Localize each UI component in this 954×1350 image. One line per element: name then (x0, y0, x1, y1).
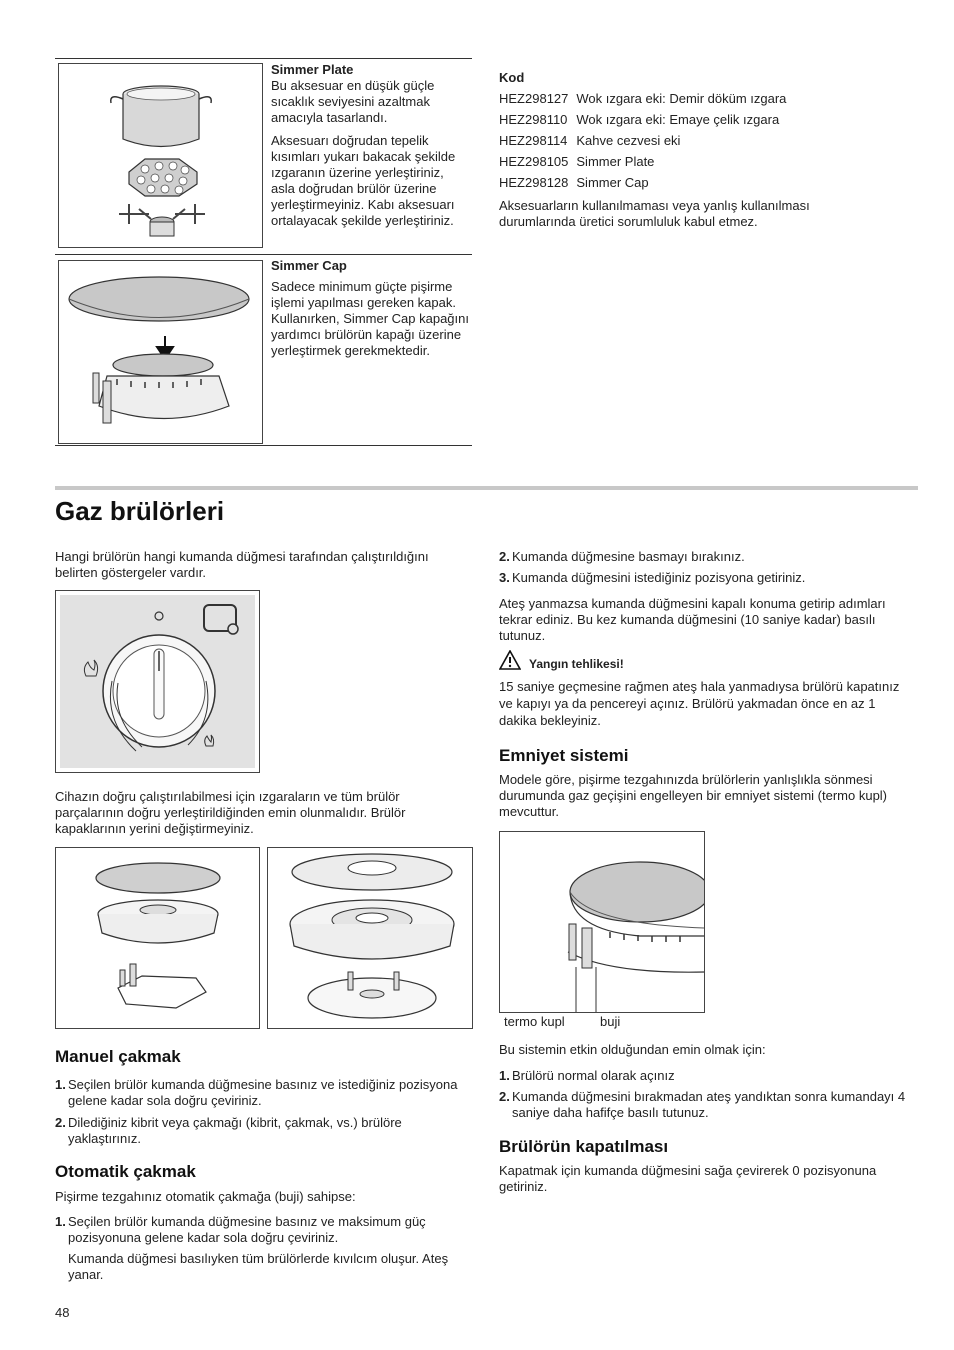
kod-row (499, 91, 794, 112)
emniyet-text: Modele göre, pişirme tezgahınızda brülörlerin yanlışlıkla sönmesi durumunda gaz geçişini engelleyen bir emniyet sistemi (termo kupl) mevcuttur. (499, 772, 888, 819)
simmer-plate-text (271, 62, 471, 229)
simmer-cap-title: Simmer Cap (271, 258, 347, 273)
emniyet-step-2-text: Kumanda düğmesini bırakmadan ateş yandıktan sonra kumandayı 4 saniye daha hafifçe basılı tutunuz. (512, 1089, 906, 1120)
emniyet-step-1 (499, 1068, 909, 1084)
kod-description: Wok ızgara eki: Demir döküm ızgara (576, 91, 787, 106)
kod-section (499, 70, 879, 230)
section-intro: Hangi brülörün hangi kumanda düğmesi tarafından çalıştırıldığını belirten göstergeler vardır. (55, 549, 429, 580)
table-mid-rule (55, 254, 472, 255)
warning-triangle-icon (499, 650, 521, 670)
emniyet-title: Emniyet sistemi (499, 746, 629, 765)
kod-code: HEZ298128 (499, 175, 569, 190)
retry-text: Ateş yanmazsa kumanda düğmesini kapalı konuma getirip adımları tekrar ediniz. Bu kez kumanda düğmesini (10 saniye kadar) basılı tutunuz. (499, 596, 886, 643)
table-top-rule (55, 58, 472, 59)
otomatik-title: Otomatik çakmak (55, 1162, 196, 1181)
manuel-step-2-text: Dilediğiniz kibrit veya çakmağı (kibrit, çakmak, vs.) brülöre yaklaştırınız. (68, 1115, 402, 1146)
manuel-step-1-text: Seçilen brülör kumanda düğmesine basınız ve istediğiniz pozisyona gelene kadar sola doğru çeviriniz. (68, 1077, 458, 1108)
right-step-3-number: 3. (499, 570, 510, 585)
kod-code: HEZ298110 (499, 112, 568, 127)
kod-description: Wok ızgara eki: Emaye çelik ızgara (576, 112, 780, 127)
kod-code: HEZ298114 (499, 133, 568, 148)
kapatma-text: Kapatmak için kumanda düğmesini sağa çevirerek 0 pozisyonuna getiriniz. (499, 1163, 877, 1194)
otomatik-sub: Kumanda düğmesi basılıyken tüm brülörlerde kıvılcım oluşur. Ateş yanar. (68, 1251, 449, 1282)
control-knob-figure (55, 590, 260, 773)
kod-code: HEZ298127 (499, 91, 569, 106)
manuel-step-1 (55, 1077, 470, 1109)
table-bottom-rule (55, 445, 472, 446)
warning-heading (499, 650, 909, 672)
kod-row (499, 133, 794, 154)
otomatik-step-1-text: Seçilen brülör kumanda düğmesine basınız ve maksimum güç pozisyonuna gelene kadar sola doğru çeviriniz. (68, 1214, 426, 1245)
label-termo-kupl: termo kupl (504, 1014, 565, 1029)
label-buji: buji (600, 1014, 621, 1029)
kod-description: Simmer Plate (576, 154, 655, 169)
simmer-cap-text (271, 258, 471, 359)
section-divider (55, 486, 918, 490)
kod-row (499, 175, 794, 196)
right-step-2 (499, 549, 909, 565)
emniyet-step-2 (499, 1089, 909, 1121)
manuel-title: Manuel çakmak (55, 1047, 181, 1066)
manuel-step-2 (55, 1115, 470, 1147)
emniyet-check: Bu sistemin etkin olduğundan emin olmak için: (499, 1042, 766, 1057)
emniyet-step-1-text: Brülörü normal olarak açınız (512, 1068, 675, 1083)
simmer-plate-desc: Bu aksesuar en düşük güçle sıcaklık seviyesini azaltmak amacıyla tasarlandı. (271, 78, 435, 125)
burner-exploded-figure (267, 847, 473, 1029)
simmer-plate-figure (58, 63, 263, 248)
kod-note: Aksesuarların kullanılmaması veya yanlış kullanılması durumlarında üretici sorumluluk kabul etmez. (499, 198, 810, 229)
otomatik-step-1 (55, 1214, 470, 1246)
warning-title: Yangın tehlikesi! (529, 657, 624, 671)
emniyet-step-1-number: 1. (499, 1068, 510, 1083)
kod-row (499, 154, 794, 175)
warning-text: 15 saniye geçmesine rağmen ateş hala yanmadıysa brülörü kapatınız ve kapıyı ya da pencereyi açınız. Brülörü yakmadan önce en az 1 dakika bekleyiniz. (499, 679, 900, 728)
emniyet-step-2-number: 2. (499, 1089, 510, 1104)
manuel-step-1-number: 1. (55, 1077, 66, 1092)
kod-description: Kahve cezvesi eki (576, 133, 681, 148)
simmer-plate-title: Simmer Plate (271, 62, 354, 77)
manuel-step-2-number: 2. (55, 1115, 66, 1130)
simmer-cap-figure (58, 260, 263, 444)
simmer-cap-desc: Sadece minimum güçte pişirme işlemi yapılması gereken kapak. Kullanırken, Simmer Cap kapağını yardımcı brülörün kapağı üzerine yerleştirmek gerekmektedir. (271, 279, 469, 358)
kod-table (499, 91, 794, 196)
safety-system-figure (499, 831, 705, 1013)
otomatik-intro: Pişirme tezgahınız otomatik çakmağa (buji) sahipse: (55, 1189, 356, 1204)
kod-heading: Kod (499, 70, 525, 85)
section-check: Cihazın doğru çalıştırılabilmesi için ızgaraların ve tüm brülör parçalarının doğru yerleştirildiğinden emin olunmalıdır. Brülör kapaklarının yerini değiştirmeyiniz. (55, 789, 406, 836)
right-step-3-text: Kumanda düğmesini istediğiniz pozisyona getiriniz. (512, 570, 806, 585)
kapatma-title: Brülörün kapatılması (499, 1137, 669, 1156)
otomatik-step-1-number: 1. (55, 1214, 66, 1229)
right-step-2-number: 2. (499, 549, 510, 564)
right-step-2-text: Kumanda düğmesine basmayı bırakınız. (512, 549, 745, 564)
burner-assembled-figure (55, 847, 260, 1029)
kod-code: HEZ298105 (499, 154, 569, 169)
kod-description: Simmer Cap (576, 175, 649, 190)
simmer-plate-instructions: Aksesuarı doğrudan tepelik kısımları yukarı bakacak şekilde ızgaranın üzerine yerleştiriniz, asla doğrudan brülör üzerine yerleştirmeyiniz. Kabı aksesuarı ortalayacak şekilde yerleştiriniz. (271, 133, 456, 228)
section-title: Gaz brülörleri (55, 496, 225, 526)
page-number: 48 (55, 1305, 70, 1320)
right-step-3 (499, 570, 909, 586)
kod-row (499, 112, 794, 133)
